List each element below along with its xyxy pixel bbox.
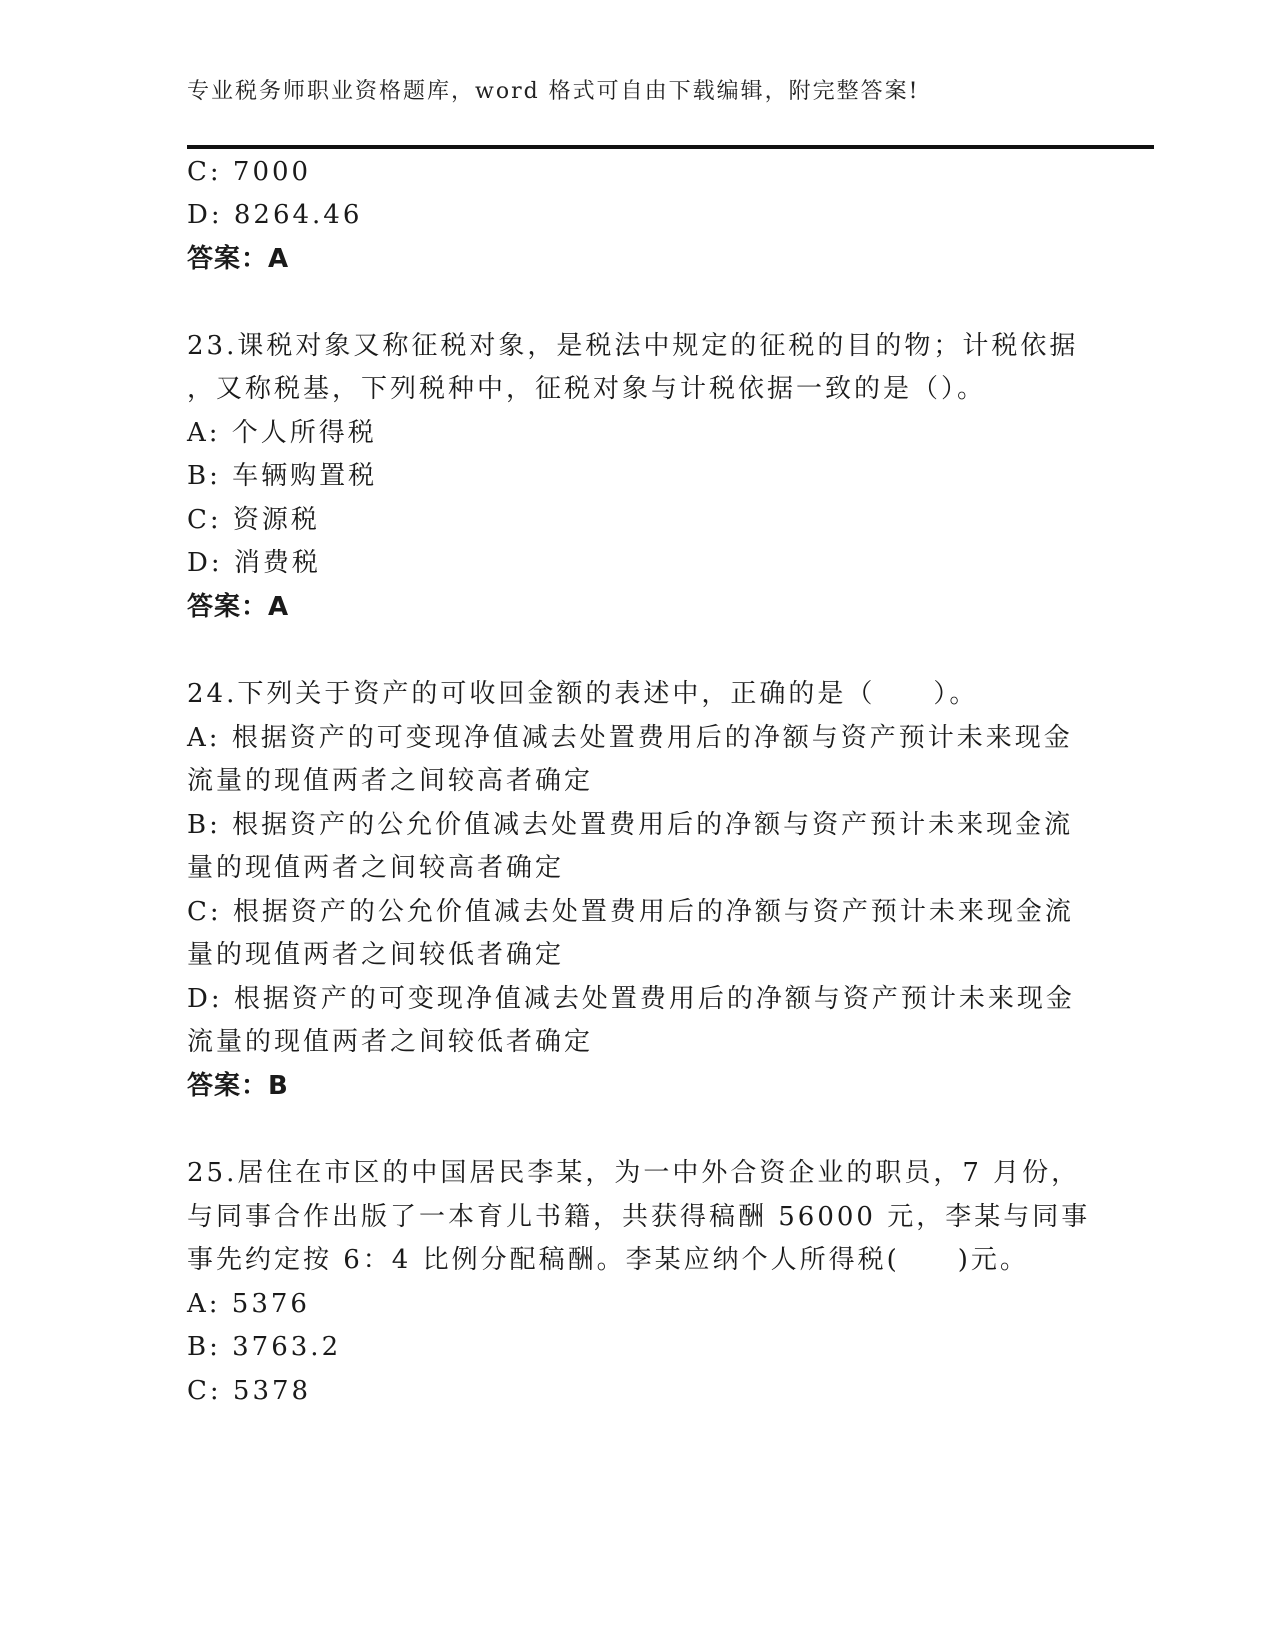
q24-option-b-line2: 量的现值两者之间较高者确定 xyxy=(187,853,565,883)
q24-option-d-line1: D: 根据资产的可变现净值减去处置费用后的净额与资产预计未来现金 xyxy=(187,984,1075,1014)
q25-option-c: C: 5378 xyxy=(187,1376,312,1406)
q25-option-a: A: 5376 xyxy=(187,1289,310,1319)
q24-stem: 24.下列关于资产的可收回金额的表述中，正确的是（ ）。 xyxy=(187,679,979,709)
q22-option-d: D: 8264.46 xyxy=(187,200,363,230)
q22-answer: 答案：A xyxy=(187,244,290,274)
header-divider xyxy=(187,145,1154,149)
q24-option-a-line1: A: 根据资产的可变现净值减去处置费用后的净额与资产预计未来现金 xyxy=(187,723,1073,753)
q25-option-b: B: 3763.2 xyxy=(187,1332,342,1362)
q24-option-c-line1: C: 根据资产的公允价值减去处置费用后的净额与资产预计未来现金流 xyxy=(187,897,1074,927)
q24-answer: 答案：B xyxy=(187,1071,289,1101)
q25-stem-line3: 事先约定按 6：4 比例分配稿酬。李某应纳个人所得税( )元。 xyxy=(187,1245,1029,1275)
q24-option-c-line2: 量的现值两者之间较低者确定 xyxy=(187,940,565,970)
q23-option-a: A: 个人所得税 xyxy=(187,418,377,448)
q24-option-d-line2: 流量的现值两者之间较低者确定 xyxy=(187,1027,594,1057)
q23-answer: 答案：A xyxy=(187,592,290,622)
q23-option-b: B: 车辆购置税 xyxy=(187,461,378,491)
q22-option-c: C: 7000 xyxy=(187,157,312,187)
q23-stem-line2: ，又称税基，下列税种中，征税对象与计税依据一致的是（）。 xyxy=(187,374,987,404)
q24-option-a-line2: 流量的现值两者之间较高者确定 xyxy=(187,766,594,796)
q25-stem-line2: 与同事合作出版了一本育儿书籍，共获得稿酬 56000 元，李某与同事 xyxy=(187,1202,1091,1232)
q23-option-c: C: 资源税 xyxy=(187,505,320,535)
q23-option-d: D: 消费税 xyxy=(187,548,321,578)
page-header: 专业税务师职业资格题库，word 格式可自由下载编辑，附完整答案! xyxy=(187,79,920,104)
q25-stem-line1: 25.居住在市区的中国居民李某，为一中外合资企业的职员，7 月份， xyxy=(187,1158,1081,1188)
q24-option-b-line1: B: 根据资产的公允价值减去处置费用后的净额与资产预计未来现金流 xyxy=(187,810,1074,840)
q23-stem-line1: 23.课税对象又称征税对象，是税法中规定的征税的目的物；计税依据 xyxy=(187,331,1079,361)
